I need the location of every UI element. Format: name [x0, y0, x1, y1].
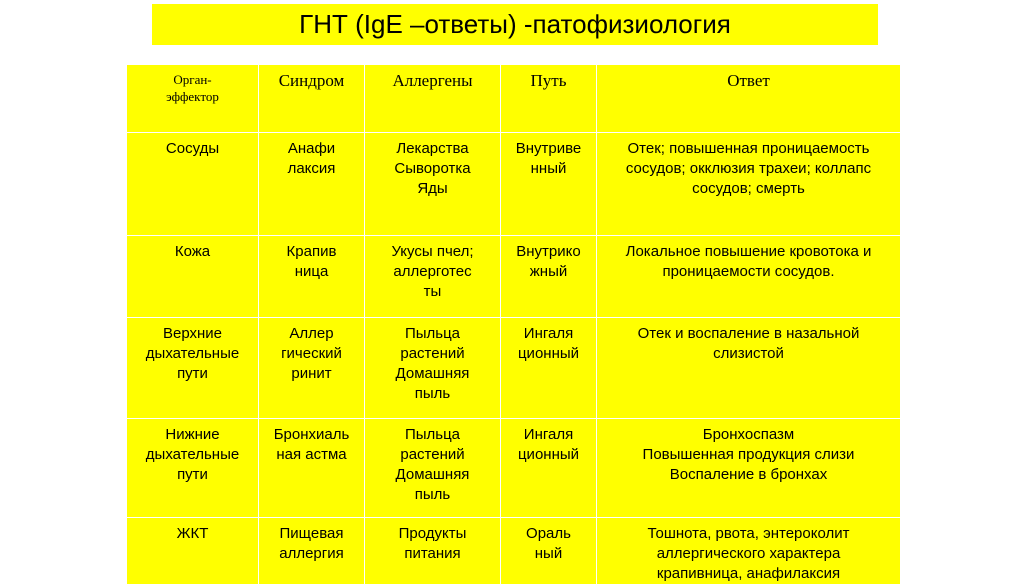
- header-syndrome: Синдром: [259, 65, 365, 133]
- cell-syndrome: Пищевая аллергия: [259, 518, 365, 585]
- header-route: Путь: [501, 65, 597, 133]
- table-row: [127, 419, 901, 518]
- cell-organ: Кожа: [127, 236, 259, 318]
- cell-allergens: Продукты питания: [365, 518, 501, 585]
- cell-response: Отек; повышенная проницаемость сосудов; окклюзия трахеи; коллапс сосудов; смерть: [597, 133, 901, 236]
- cell-response: Отек и воспаление в назальной слизистой: [597, 318, 901, 419]
- table-header-row: [127, 65, 901, 133]
- cell-organ: ЖКТ: [127, 518, 259, 585]
- cell-syndrome: Бронхиаль ная астма: [259, 419, 365, 518]
- cell-organ: Сосуды: [127, 133, 259, 236]
- cell-organ: Нижние дыхательные пути: [127, 419, 259, 518]
- cell-allergens: Пыльца растений Домашняя пыль: [365, 419, 501, 518]
- cell-allergens: Лекарства Сыворотка Яды: [365, 133, 501, 236]
- cell-organ: Верхние дыхательные пути: [127, 318, 259, 419]
- cell-syndrome: Крапив ница: [259, 236, 365, 318]
- cell-response: Локальное повышение кровотока и проницаемости сосудов.: [597, 236, 901, 318]
- table-row: [127, 236, 901, 318]
- cell-syndrome: Аллер гический ринит: [259, 318, 365, 419]
- cell-response: Тошнота, рвота, энтероколит аллергического характера крапивница, анафилаксия: [597, 518, 901, 585]
- header-response: Ответ: [597, 65, 901, 133]
- cell-route: Ингаля ционный: [501, 318, 597, 419]
- cell-allergens: Укусы пчел; аллерготес ты: [365, 236, 501, 318]
- cell-route: Ораль ный: [501, 518, 597, 585]
- header-allergens: Аллергены: [365, 65, 501, 133]
- slide-title: ГНТ (IgE –ответы) -патофизиология: [152, 4, 878, 45]
- table-row: [127, 133, 901, 236]
- cell-route: Ингаля ционный: [501, 419, 597, 518]
- cell-route: Внутрико жный: [501, 236, 597, 318]
- pathophysiology-table: [126, 64, 901, 585]
- cell-route: Внутриве нный: [501, 133, 597, 236]
- cell-allergens: Пыльца растений Домашняя пыль: [365, 318, 501, 419]
- cell-syndrome: Анафи лаксия: [259, 133, 365, 236]
- cell-response: Бронхоспазм Повышенная продукция слизи Воспаление в бронхах: [597, 419, 901, 518]
- table-row: [127, 518, 901, 585]
- header-organ-effector: Орган- эффектор: [127, 65, 259, 133]
- table-row: [127, 318, 901, 419]
